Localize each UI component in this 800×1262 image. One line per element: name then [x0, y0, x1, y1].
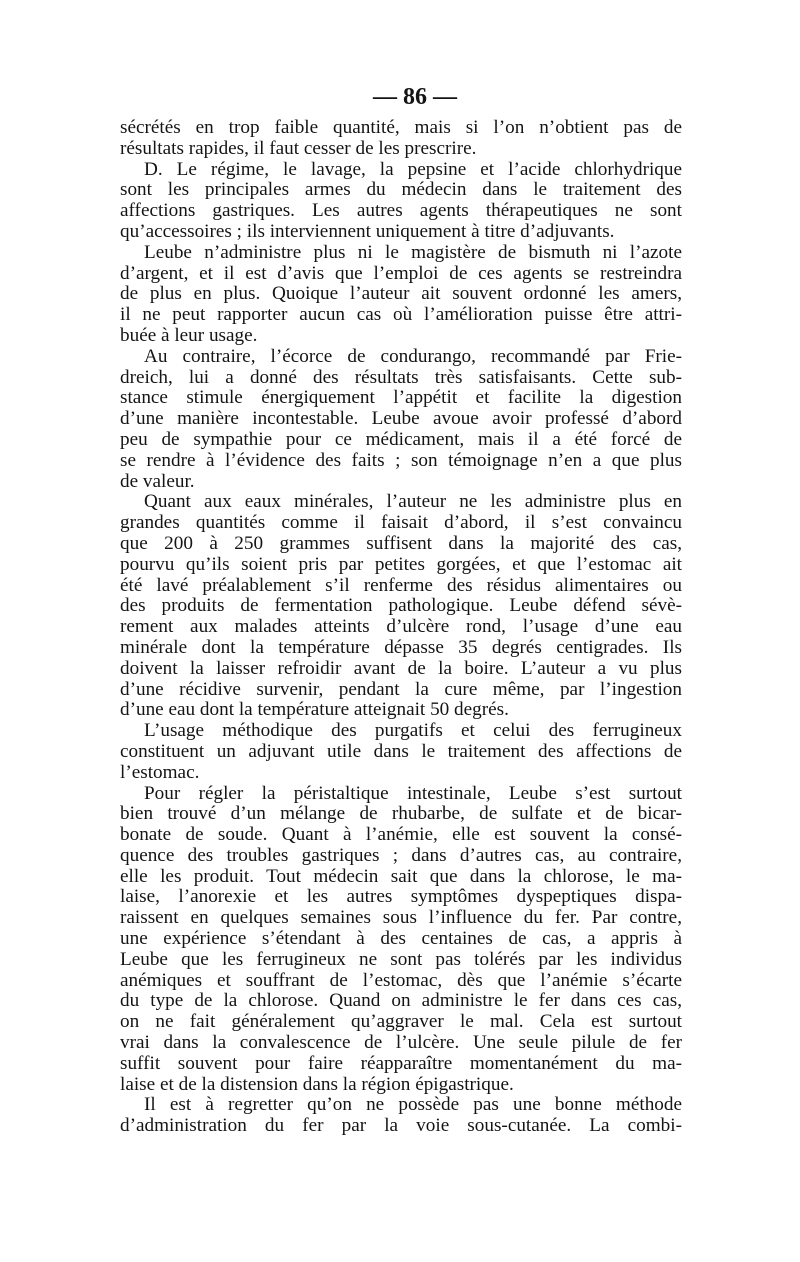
- text-line: d’une manière incontestable. Leube avoue avoir professé d’abord: [120, 408, 682, 430]
- text-line: pourvu qu’ils soient pris par petites gorgées, et que l’estomac ait: [120, 553, 682, 575]
- text-line: été lavé préalablement s’il renferme des résidus alimentaires ou: [120, 574, 682, 596]
- text-line: bien trouvé d’un mélange de rhubarbe, de sulfate et de bicar-: [120, 803, 682, 825]
- text-line: dreich, lui a donné des résultats très satisfaisants. Cette sub-: [120, 366, 682, 388]
- text-line: raissent en quelques semaines sous l’influence du fer. Par contre,: [120, 907, 682, 929]
- text-line: d’argent, et il est d’avis que l’emploi de ces agents se restreindra: [120, 262, 682, 284]
- page-body-text: [120, 118, 682, 1137]
- paragraph: [120, 243, 682, 347]
- text-line: se rendre à l’évidence des faits ; son témoignage n’en a que plus: [120, 449, 682, 471]
- text-line: stance stimule énergiquement l’appétit et facilite la digestion: [120, 387, 682, 409]
- text-line: d’une récidive survenir, pendant la cure même, par l’ingestion: [120, 678, 682, 700]
- paragraph: [120, 492, 682, 721]
- text-line: peu de sympathie pour ce médicament, mais il a été forcé de: [120, 428, 682, 450]
- text-line: du type de la chlorose. Quand on administre le fer dans ces cas,: [120, 990, 682, 1012]
- text-line: minérale dont la température dépasse 35 degrés centigrades. Ils: [120, 636, 682, 658]
- text-line: Il est à regretter qu’on ne possède pas une bonne méthode: [144, 1094, 682, 1116]
- paragraph: [120, 118, 682, 160]
- text-line: Leube n’administre plus ni le magistère de bismuth ni l’azote: [144, 241, 682, 263]
- text-line: laise et de la distension dans la région épigastrique.: [120, 1073, 514, 1095]
- text-line: de valeur.: [120, 470, 195, 492]
- text-line: l’estomac.: [120, 761, 200, 783]
- text-line: buée à leur usage.: [120, 324, 258, 346]
- text-line: sécrétés en trop faible quantité, mais si l’on n’obtient pas de: [120, 117, 682, 138]
- text-line: bonate de soude. Quant à l’anémie, elle est souvent la consé-: [120, 824, 682, 846]
- text-line: vrai dans la convalescence de l’ulcère. Une seule pilule de fer: [120, 1032, 682, 1054]
- text-line: qu’accessoires ; ils interviennent uniquement à titre d’adjuvants.: [120, 220, 615, 242]
- book-page: [120, 80, 682, 1137]
- page-number: — 86 —: [373, 84, 457, 110]
- text-line: constituent un adjuvant utile dans le traitement des affections de: [120, 740, 682, 762]
- text-line: de plus en plus. Quoique l’auteur ait souvent ordonné les amers,: [120, 283, 682, 305]
- paragraph: [120, 1095, 682, 1137]
- text-line: elle les produit. Tout médecin sait que dans la chlorose, le ma-: [120, 865, 682, 887]
- text-line: quence des troubles gastriques ; dans d’autres cas, au contraire,: [120, 844, 682, 866]
- paragraph: [120, 784, 682, 1096]
- text-line: suffit souvent pour faire réapparaître momentanément du ma-: [120, 1052, 682, 1074]
- text-line: que 200 à 250 grammes suffisent dans la majorité des cas,: [120, 532, 682, 554]
- text-line: laise, l’anorexie et les autres symptômes dyspeptiques dispa-: [120, 886, 682, 908]
- text-line: L’usage méthodique des purgatifs et celui des ferrugineux: [144, 720, 682, 742]
- text-line: rement aux malades atteints d’ulcère rond, l’usage d’une eau: [120, 616, 682, 638]
- text-line: Au contraire, l’écorce de condurango, recommandé par Frie-: [144, 345, 682, 367]
- text-line: doivent la laisser refroidir avant de la boire. L’auteur a vu plus: [120, 657, 682, 679]
- text-line: une expérience s’étendant à des centaines de cas, a appris à: [120, 928, 682, 950]
- text-line: grandes quantités comme il faisait d’abord, il s’est convaincu: [120, 512, 682, 534]
- text-line: affections gastriques. Les autres agents thérapeutiques ne sont: [120, 200, 682, 222]
- text-line: d’administration du fer par la voie sous-cutanée. La combi-: [120, 1115, 682, 1137]
- text-line: résultats rapides, il faut cesser de les prescrire.: [120, 137, 477, 159]
- text-line: Leube que les ferrugineux ne sont pas tolérés par les individus: [120, 948, 682, 970]
- text-line: il ne peut rapporter aucun cas où l’amélioration puisse être attri-: [120, 304, 682, 326]
- text-line: anémiques et souffrant de l’estomac, dès que l’anémie s’écarte: [120, 969, 682, 991]
- paragraph: [120, 160, 682, 243]
- text-line: Quant aux eaux minérales, l’auteur ne les administre plus en: [144, 491, 682, 513]
- paragraph: [120, 347, 682, 493]
- text-line: on ne fait généralement qu’aggraver le mal. Cela est surtout: [120, 1011, 682, 1033]
- text-line: Pour régler la péristaltique intestinale, Leube s’est surtout: [144, 782, 682, 804]
- paragraph: [120, 721, 682, 783]
- text-line: sont les principales armes du médecin dans le traitement des: [120, 179, 682, 201]
- text-line: D. Le régime, le lavage, la pepsine et l’acide chlorhydrique: [144, 158, 682, 180]
- text-line: des produits de fermentation pathologique. Leube défend sévè-: [120, 595, 682, 617]
- text-line: d’une eau dont la température atteignait 50 degrés.: [120, 699, 509, 721]
